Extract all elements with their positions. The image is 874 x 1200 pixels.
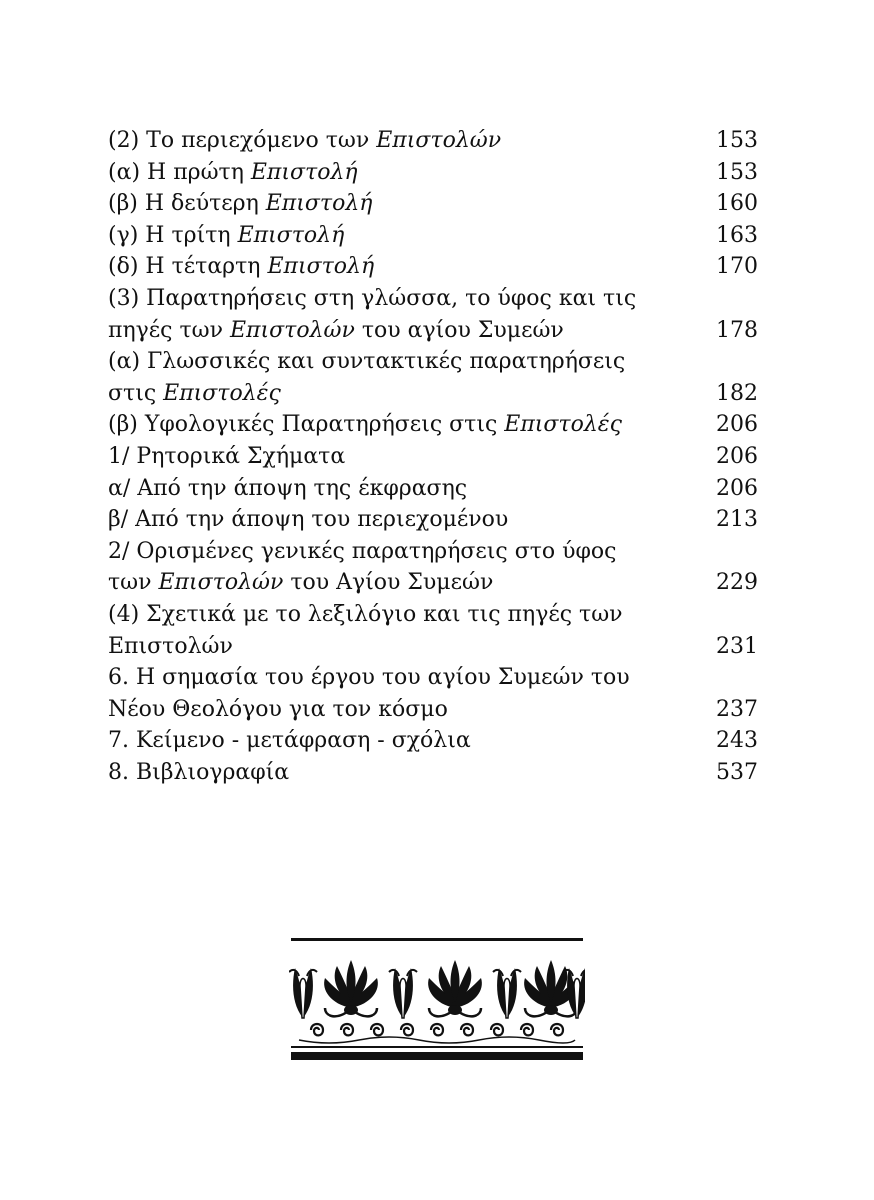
toc-line xyxy=(108,188,758,220)
toc-entry-title xyxy=(108,599,623,631)
toc-entry-title xyxy=(108,251,374,283)
toc-entry xyxy=(108,599,758,662)
toc-title-part: α/ Από την άποψη της έκφρασης xyxy=(108,475,468,501)
toc-entry xyxy=(108,409,758,441)
toc-entry-title xyxy=(108,409,622,441)
toc-line xyxy=(108,599,758,631)
toc-title-part: στις xyxy=(108,380,164,406)
toc-entry-title xyxy=(108,378,281,410)
toc-entry xyxy=(108,536,758,599)
toc-title-part: 8. Βιβλιογραφία xyxy=(108,759,290,785)
toc-title-italic-part: Επιστολή xyxy=(250,159,358,185)
toc-title-part: πηγές των xyxy=(108,317,230,343)
toc-title-italic-part: Επιστολές xyxy=(504,412,622,438)
toc-entry-title xyxy=(108,536,617,568)
toc-entry-title xyxy=(108,441,345,473)
toc-title-part: (γ) Η τρίτη xyxy=(108,222,238,248)
toc-page-number: 229 xyxy=(716,570,758,596)
toc-line xyxy=(108,567,758,599)
toc-page-number: 206 xyxy=(716,412,758,438)
toc-entry-title xyxy=(108,283,636,315)
toc-entry xyxy=(108,504,758,536)
toc-title-italic-part: Επιστολών xyxy=(158,570,284,596)
toc-title-italic-part: Επιστολών xyxy=(229,317,355,343)
toc-title-part: Επιστολών xyxy=(108,633,233,659)
toc-title-italic-part: Επιστολές xyxy=(163,380,281,406)
toc-entry-title xyxy=(108,757,289,789)
toc-line xyxy=(108,251,758,283)
toc-line xyxy=(108,157,758,189)
toc-line xyxy=(108,441,758,473)
toc-title-part: (β) Υφολογικές Παρατηρήσεις στις xyxy=(108,412,505,438)
toc-title-italic-part: Επιστολή xyxy=(265,191,373,217)
toc-entry xyxy=(108,220,758,252)
toc-entry xyxy=(108,188,758,220)
toc-page-number: 153 xyxy=(716,159,758,185)
toc-title-part: του Αγίου Συμεών xyxy=(283,570,494,596)
toc-entry xyxy=(108,157,758,189)
toc-page-number: 213 xyxy=(716,507,758,533)
toc-entry-title xyxy=(108,631,233,663)
toc-line xyxy=(108,757,758,789)
toc-entry xyxy=(108,662,758,725)
table-of-contents xyxy=(108,125,758,788)
toc-title-part: 1/ Ρητορικά Σχήματα xyxy=(108,443,346,469)
toc-line xyxy=(108,315,758,347)
toc-page-number: 231 xyxy=(716,633,758,659)
toc-entry-title xyxy=(108,567,493,599)
toc-title-italic-part: Επιστολή xyxy=(267,254,375,280)
toc-line xyxy=(108,409,758,441)
toc-entry-title xyxy=(108,157,358,189)
toc-line xyxy=(108,662,758,694)
toc-page-number: 170 xyxy=(716,254,758,280)
decorative-palmette-frieze xyxy=(289,938,585,1062)
toc-page-number: 178 xyxy=(716,317,758,343)
toc-page-number: 182 xyxy=(716,380,758,406)
toc-line xyxy=(108,220,758,252)
toc-entry xyxy=(108,251,758,283)
toc-page-number: 237 xyxy=(716,696,758,722)
toc-line xyxy=(108,378,758,410)
toc-entry xyxy=(108,473,758,505)
toc-entry xyxy=(108,283,758,346)
toc-entry-title xyxy=(108,220,344,252)
toc-entry xyxy=(108,757,758,789)
toc-title-part: (δ) Η τέταρτη xyxy=(108,254,268,280)
toc-title-part: 7. Κείμενο - μετάφραση - σχόλια xyxy=(108,728,471,754)
toc-page-number: 163 xyxy=(716,222,758,248)
toc-title-part: Νέου Θεολόγου για τον κόσμο xyxy=(108,696,448,722)
toc-title-part: (α) Η πρώτη xyxy=(108,159,251,185)
toc-line xyxy=(108,283,758,315)
toc-title-part: 2/ Ορισμένες γενικές παρατηρήσεις στο ύφος xyxy=(108,538,617,564)
toc-entry xyxy=(108,125,758,157)
toc-line xyxy=(108,631,758,663)
toc-page-number: 206 xyxy=(716,475,758,501)
toc-title-part: των xyxy=(108,570,159,596)
toc-page-number: 153 xyxy=(716,128,758,153)
toc-title-part: β/ Από την άποψη του περιεχομένου xyxy=(108,507,509,533)
toc-line xyxy=(108,725,758,757)
toc-entry-title xyxy=(108,125,501,157)
toc-title-part: (4) Σχετικά με το λεξιλόγιο και τις πηγές των xyxy=(108,601,623,627)
toc-line xyxy=(108,346,758,378)
toc-entry-title xyxy=(108,473,467,505)
toc-title-part: (α) Γλωσσικές και συντακτικές παρατηρήσεις xyxy=(108,349,626,375)
toc-entry xyxy=(108,725,758,757)
toc-title-part: του αγίου Συμεών xyxy=(354,317,564,343)
toc-page-number: 160 xyxy=(716,191,758,217)
toc-line xyxy=(108,536,758,568)
toc-page-number: 243 xyxy=(716,728,758,754)
toc-entry-title xyxy=(108,662,630,694)
toc-entry-title xyxy=(108,346,625,378)
toc-entry xyxy=(108,346,758,409)
toc-line xyxy=(108,694,758,726)
toc-title-italic-part: Επιστολών xyxy=(376,128,502,153)
toc-line xyxy=(108,473,758,505)
toc-entry-title xyxy=(108,315,564,347)
toc-entry-title xyxy=(108,188,372,220)
toc-entry-title xyxy=(108,694,448,726)
toc-entry xyxy=(108,441,758,473)
toc-title-part: (3) Παρατηρήσεις στη γλώσσα, το ύφος και τις xyxy=(108,285,637,311)
toc-title-part: (β) Η δεύτερη xyxy=(108,191,266,217)
toc-line xyxy=(108,125,758,157)
toc-entry-title xyxy=(108,504,508,536)
toc-title-part: 6. Η σημασία του έργου του αγίου Συμεών του xyxy=(108,665,630,691)
toc-title-part: (2) Το περιεχόμενο των xyxy=(108,128,377,153)
toc-line xyxy=(108,504,758,536)
toc-title-italic-part: Επιστολή xyxy=(237,222,345,248)
toc-entry-title xyxy=(108,725,471,757)
toc-page-number: 537 xyxy=(716,759,758,785)
toc-page-number: 206 xyxy=(716,443,758,469)
